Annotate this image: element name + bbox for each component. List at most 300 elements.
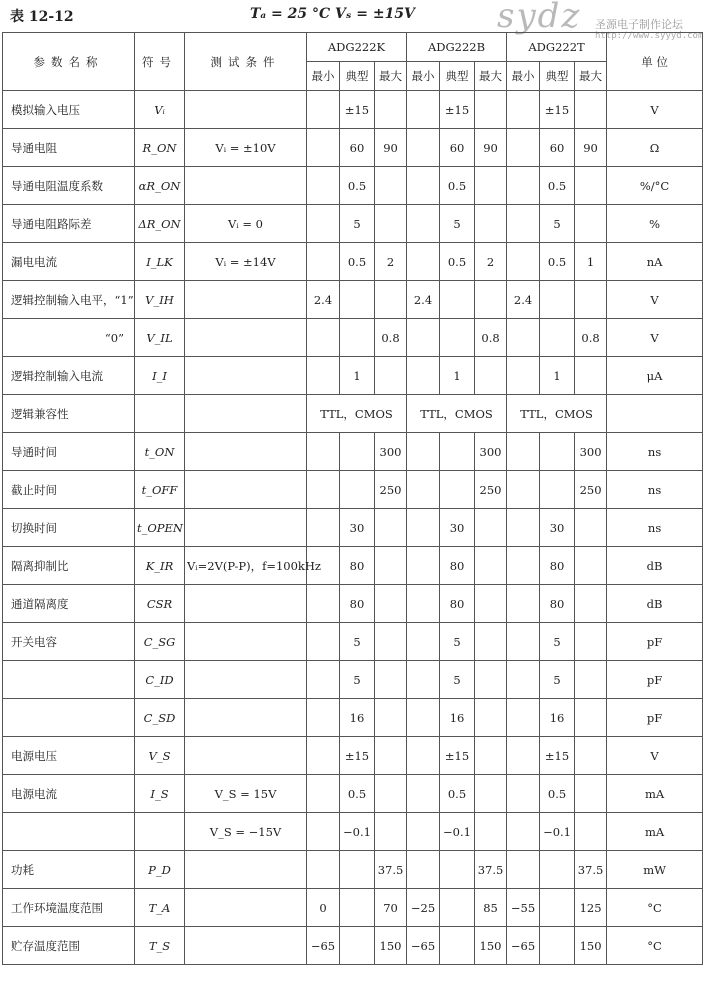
value-cell [507,737,540,775]
param-name-cell: 逻辑兼容性 [3,395,135,433]
value-cell [507,129,540,167]
unit-cell: mA [607,775,703,813]
value-cell [307,737,340,775]
spec-table [2,32,703,965]
value-cell [407,319,440,357]
symbol-cell: C_SD [135,699,185,737]
value-cell [375,813,407,851]
table-row [3,167,703,205]
value-cell [575,737,607,775]
value-cell: 80 [340,547,375,585]
value-cell: 300 [475,433,507,471]
unit-cell: ns [607,471,703,509]
value-cell [307,243,340,281]
watermark-logo: sydz [497,0,582,36]
value-cell [575,775,607,813]
condition-cell [185,433,307,471]
unit-cell: mW [607,851,703,889]
symbol-cell: t_ON [135,433,185,471]
value-cell [475,623,507,661]
value-cell [475,775,507,813]
table-row [3,737,703,775]
symbol-cell: I_LK [135,243,185,281]
header-max: 最大 [575,62,607,91]
value-cell: ±15 [340,91,375,129]
value-cell [307,585,340,623]
value-cell [507,167,540,205]
param-name-cell: “0” [3,319,135,357]
value-cell [375,661,407,699]
table-row [3,775,703,813]
param-name-cell [3,813,135,851]
table-row [3,889,703,927]
param-name-cell: 电源电流 [3,775,135,813]
value-cell [307,699,340,737]
value-cell: 250 [475,471,507,509]
symbol-cell: V_IL [135,319,185,357]
value-cell [375,775,407,813]
table-row [3,205,703,243]
condition-cell [185,661,307,699]
value-cell [540,319,575,357]
value-cell [507,775,540,813]
table-row [3,661,703,699]
value-cell [475,167,507,205]
condition-cell [185,357,307,395]
table-row [3,243,703,281]
condition-cell: Vᵢ = ±14V [185,243,307,281]
value-cell: −0.1 [340,813,375,851]
condition-cell [185,699,307,737]
value-cell: 70 [375,889,407,927]
value-cell [507,813,540,851]
value-cell [407,585,440,623]
param-name-cell: 电源电压 [3,737,135,775]
param-name-cell: 模拟输入电压 [3,91,135,129]
value-cell [575,167,607,205]
value-cell [507,699,540,737]
value-cell: ±15 [340,737,375,775]
value-cell: ±15 [440,737,475,775]
header-row-models [3,33,703,62]
table-row [3,927,703,965]
value-cell [307,433,340,471]
param-name-cell: 导通电阻温度系数 [3,167,135,205]
value-cell [540,927,575,965]
condition-cell [185,281,307,319]
value-cell [407,357,440,395]
condition-cell: Vᵢ=2V(P-P)，f=100kHz [185,547,307,585]
value-cell: 30 [440,509,475,547]
value-cell [507,243,540,281]
value-cell: 5 [440,661,475,699]
value-cell [307,357,340,395]
header-min: 最小 [407,62,440,91]
value-cell [540,281,575,319]
value-cell [375,585,407,623]
param-name-cell: 通道隔离度 [3,585,135,623]
value-cell [375,737,407,775]
value-cell [507,205,540,243]
condition-cell [185,91,307,129]
symbol-cell: Vᵢ [135,91,185,129]
value-cell [540,889,575,927]
value-cell: 5 [340,623,375,661]
table-row [3,851,703,889]
value-cell [440,927,475,965]
value-cell [340,433,375,471]
condition-cell [185,737,307,775]
test-conditions: Tₐ = 25 °C Vₛ = ±15V [250,6,415,22]
unit-cell: nA [607,243,703,281]
unit-cell: pF [607,623,703,661]
value-cell: 0.8 [475,319,507,357]
value-cell [375,281,407,319]
compat-cell: TTL，CMOS [307,395,407,433]
value-cell: 37.5 [375,851,407,889]
value-cell [507,319,540,357]
value-cell [407,813,440,851]
symbol-cell: R_ON [135,129,185,167]
value-cell: 2.4 [507,281,540,319]
value-cell [440,851,475,889]
value-cell [407,509,440,547]
value-cell: 0.5 [340,775,375,813]
value-cell [307,851,340,889]
table-row [3,585,703,623]
value-cell: 2.4 [307,281,340,319]
unit-cell: dB [607,585,703,623]
value-cell [575,281,607,319]
symbol-cell [135,813,185,851]
value-cell: 150 [475,927,507,965]
value-cell [407,547,440,585]
value-cell [375,699,407,737]
param-name-cell: 漏电电流 [3,243,135,281]
value-cell [440,281,475,319]
value-cell [507,433,540,471]
condition-cell [185,889,307,927]
unit-cell: % [607,205,703,243]
value-cell: −65 [507,927,540,965]
symbol-cell: V_IH [135,281,185,319]
condition-cell: V_S = 15V [185,775,307,813]
header-param: 参数名称 [3,33,135,91]
value-cell: −55 [507,889,540,927]
value-cell [307,661,340,699]
value-cell: −25 [407,889,440,927]
value-cell [375,623,407,661]
table-row [3,395,703,433]
value-cell [307,205,340,243]
value-cell: 0 [307,889,340,927]
unit-cell: °C [607,889,703,927]
value-cell: 60 [540,129,575,167]
value-cell [307,91,340,129]
value-cell: 1 [540,357,575,395]
symbol-cell: K_IR [135,547,185,585]
condition-cell: Vᵢ = ±10V [185,129,307,167]
value-cell [540,471,575,509]
value-cell [307,813,340,851]
value-cell [407,129,440,167]
value-cell [307,775,340,813]
table-number: 表 12-12 [10,9,74,25]
value-cell [307,509,340,547]
value-cell: 2 [375,243,407,281]
value-cell [407,243,440,281]
value-cell: 37.5 [575,851,607,889]
symbol-cell: T_S [135,927,185,965]
value-cell: 0.5 [440,243,475,281]
value-cell [475,357,507,395]
value-cell: 0.5 [440,775,475,813]
value-cell [307,129,340,167]
value-cell [507,661,540,699]
value-cell [407,91,440,129]
compat-cell: TTL，CMOS [507,395,607,433]
param-name-cell: 切换时间 [3,509,135,547]
unit-cell: μA [607,357,703,395]
watermark-text: 圣源电子制作论坛 [595,18,683,31]
value-cell: 30 [340,509,375,547]
value-cell: −0.1 [540,813,575,851]
condition-cell [185,585,307,623]
value-cell: 60 [340,129,375,167]
value-cell: −65 [407,927,440,965]
unit-cell: V [607,91,703,129]
unit-cell: ns [607,433,703,471]
value-cell [507,547,540,585]
value-cell [440,319,475,357]
value-cell [440,471,475,509]
value-cell [375,91,407,129]
value-cell: 1 [340,357,375,395]
symbol-cell: P_D [135,851,185,889]
value-cell: 16 [540,699,575,737]
value-cell: 37.5 [475,851,507,889]
value-cell [507,851,540,889]
value-cell [475,91,507,129]
unit-cell: Ω [607,129,703,167]
value-cell: 80 [540,547,575,585]
unit-cell: mA [607,813,703,851]
value-cell [307,471,340,509]
symbol-cell: αR_ON [135,167,185,205]
condition-cell [185,471,307,509]
value-cell: ±15 [540,737,575,775]
value-cell: 5 [540,661,575,699]
header-model-t: ADG222T [507,33,607,62]
value-cell: 60 [440,129,475,167]
unit-cell: %/°C [607,167,703,205]
value-cell [407,205,440,243]
value-cell [475,699,507,737]
value-cell [575,585,607,623]
value-cell: 150 [575,927,607,965]
value-cell: 16 [440,699,475,737]
value-cell: 300 [575,433,607,471]
value-cell: 250 [375,471,407,509]
value-cell: 150 [375,927,407,965]
unit-cell: pF [607,661,703,699]
value-cell: 80 [440,547,475,585]
value-cell: 300 [375,433,407,471]
value-cell: 5 [540,205,575,243]
value-cell: ±15 [540,91,575,129]
param-name-cell: 贮存温度范围 [3,927,135,965]
table-row [3,319,703,357]
value-cell [307,319,340,357]
value-cell [507,91,540,129]
symbol-cell: T_A [135,889,185,927]
value-cell [375,509,407,547]
value-cell: 5 [340,661,375,699]
value-cell [307,623,340,661]
value-cell [407,167,440,205]
value-cell [375,167,407,205]
table-row [3,509,703,547]
value-cell [575,509,607,547]
header-min: 最小 [507,62,540,91]
table-row [3,433,703,471]
unit-cell: V [607,737,703,775]
value-cell: 1 [575,243,607,281]
spec-table-body [3,91,703,965]
param-name-cell: 逻辑控制输入电平，“1” [3,281,135,319]
header-condition: 测试条件 [185,33,307,91]
param-name-cell: 导通时间 [3,433,135,471]
value-cell [407,433,440,471]
header-max: 最大 [475,62,507,91]
value-cell: 1 [440,357,475,395]
value-cell: 0.5 [340,243,375,281]
symbol-cell [135,395,185,433]
value-cell: ±15 [440,91,475,129]
unit-cell: V [607,281,703,319]
header-unit: 单 位 [607,33,703,91]
value-cell [340,927,375,965]
header-typ: 典型 [340,62,375,91]
value-cell [475,737,507,775]
param-name-cell: 逻辑控制输入电流 [3,357,135,395]
condition-cell [185,927,307,965]
value-cell: 0.5 [540,243,575,281]
header-typ: 典型 [540,62,575,91]
header-max: 最大 [375,62,407,91]
value-cell: 250 [575,471,607,509]
value-cell: 2.4 [407,281,440,319]
condition-cell [185,167,307,205]
symbol-cell: CSR [135,585,185,623]
value-cell: 5 [440,623,475,661]
condition-cell [185,509,307,547]
value-cell [475,281,507,319]
value-cell [507,585,540,623]
value-cell [575,91,607,129]
value-cell: −65 [307,927,340,965]
table-row [3,699,703,737]
value-cell [375,205,407,243]
value-cell [507,471,540,509]
symbol-cell: C_ID [135,661,185,699]
value-cell: 0.5 [440,167,475,205]
value-cell [475,205,507,243]
value-cell: 90 [375,129,407,167]
value-cell [475,547,507,585]
value-cell: 80 [340,585,375,623]
value-cell [407,775,440,813]
value-cell [407,737,440,775]
value-cell [540,433,575,471]
symbol-cell: C_SG [135,623,185,661]
unit-cell: pF [607,699,703,737]
value-cell: 2 [475,243,507,281]
header-model-b: ADG222B [407,33,507,62]
value-cell: 90 [575,129,607,167]
value-cell [507,357,540,395]
param-name-cell: 功耗 [3,851,135,889]
unit-cell: V [607,319,703,357]
value-cell [575,357,607,395]
value-cell [375,547,407,585]
value-cell [507,509,540,547]
param-name-cell: 工作环境温度范围 [3,889,135,927]
unit-cell [607,395,703,433]
unit-cell: °C [607,927,703,965]
value-cell: 80 [540,585,575,623]
symbol-cell: t_OFF [135,471,185,509]
symbol-cell: V_S [135,737,185,775]
value-cell: 5 [540,623,575,661]
value-cell [440,433,475,471]
table-row [3,471,703,509]
condition-cell [185,851,307,889]
value-cell [540,851,575,889]
value-cell: 125 [575,889,607,927]
value-cell [340,471,375,509]
value-cell [575,205,607,243]
value-cell [375,357,407,395]
value-cell [340,889,375,927]
value-cell: 90 [475,129,507,167]
param-name-cell [3,661,135,699]
value-cell [475,661,507,699]
table-row [3,91,703,129]
table-row [3,813,703,851]
value-cell [575,699,607,737]
header-min: 最小 [307,62,340,91]
symbol-cell: I_I [135,357,185,395]
param-name-cell: 截止时间 [3,471,135,509]
value-cell [440,889,475,927]
value-cell [407,699,440,737]
condition-cell [185,319,307,357]
value-cell [340,319,375,357]
table-row [3,547,703,585]
param-name-cell: 导通电阻 [3,129,135,167]
value-cell [575,813,607,851]
condition-cell: Vᵢ = 0 [185,205,307,243]
header-model-k: ADG222K [307,33,407,62]
param-name-cell [3,699,135,737]
symbol-cell: ΔR_ON [135,205,185,243]
symbol-cell: t_OPEN [135,509,185,547]
value-cell: 85 [475,889,507,927]
value-cell: 0.8 [375,319,407,357]
value-cell [507,623,540,661]
value-cell: 0.5 [340,167,375,205]
